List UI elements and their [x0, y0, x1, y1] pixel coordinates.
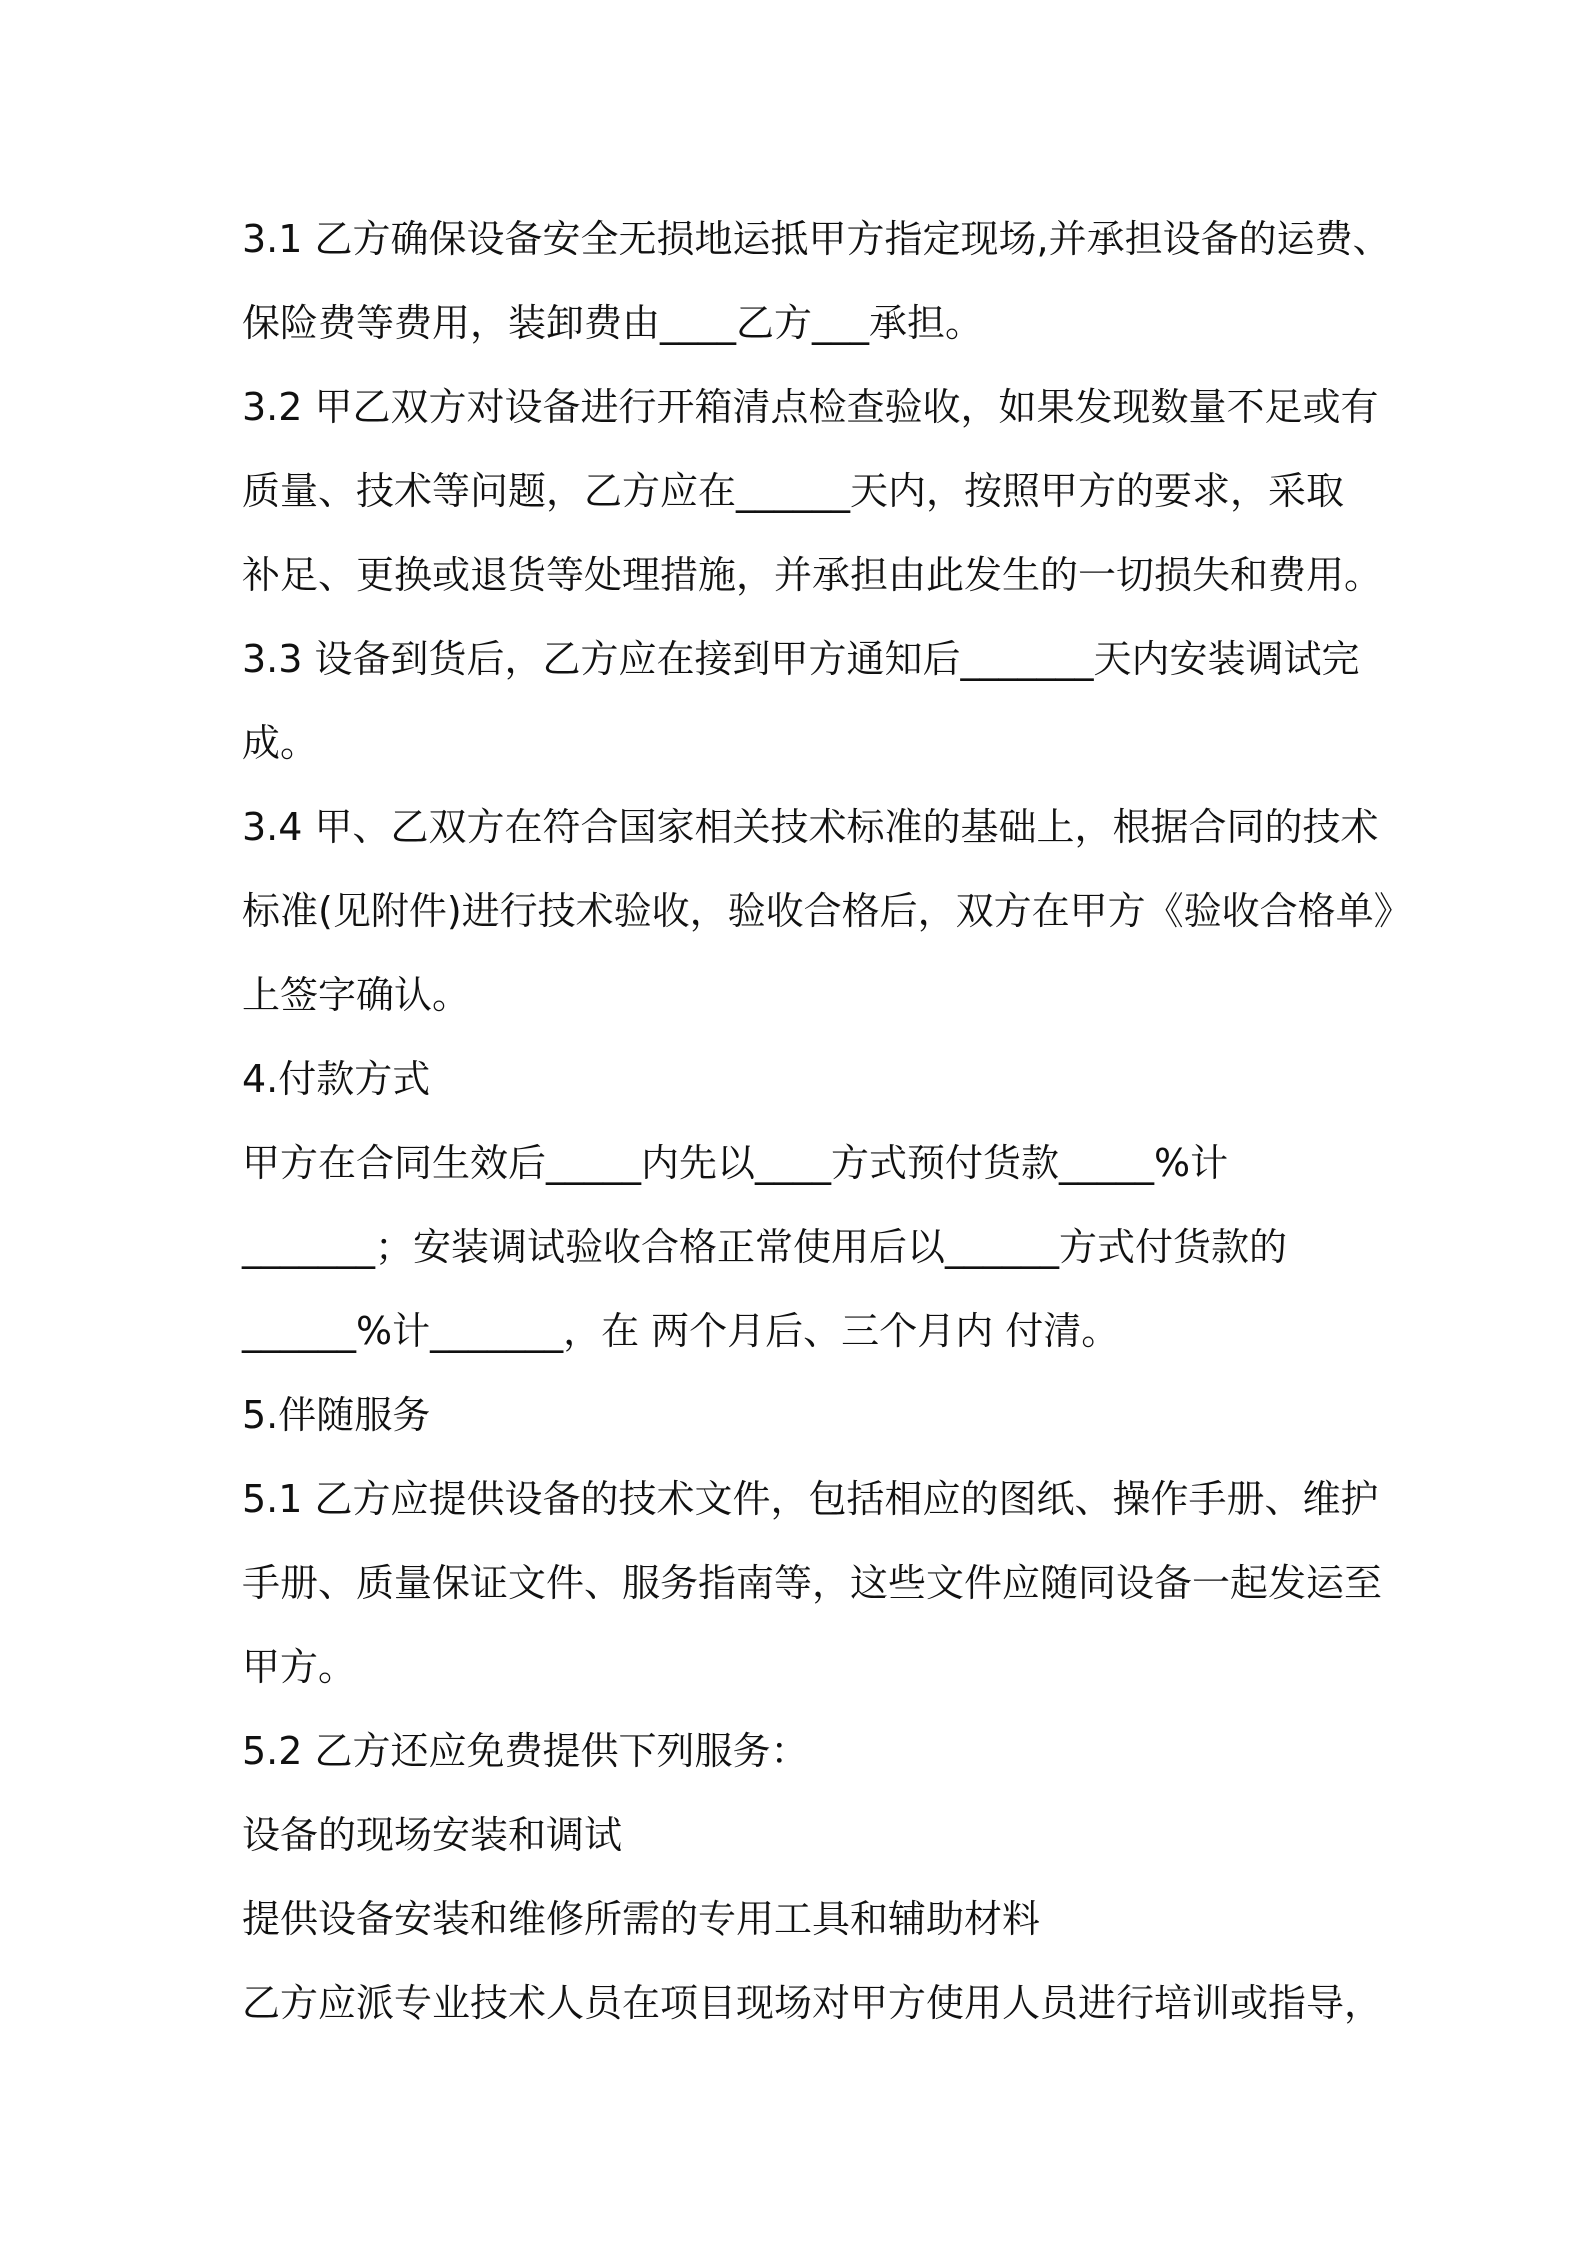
text-line: ______%计_______，在 两个月后、三个月内 付清。 [242, 1309, 1120, 1353]
text-line: 3.1 乙方确保设备安全无损地运抵甲方指定现场,并承担设备的运费、 [242, 217, 1391, 261]
text-line: 上签字确认。 [242, 973, 471, 1017]
text-line: 手册、质量保证文件、服务指南等，这些文件应随同设备一起发运至 [242, 1561, 1383, 1605]
text-line: 质量、技术等问题，乙方应在______天内，按照甲方的要求，采取 [242, 469, 1345, 513]
text-line: 标准(见附件)进行技术验收，验收合格后，双方在甲方《验收合格单》 [242, 889, 1412, 933]
text-line: 3.4 甲、乙双方在符合国家相关技术标准的基础上，根据合同的技术 [242, 805, 1379, 849]
section-heading: 4.付款方式 [242, 1057, 431, 1101]
text-line: 保险费等费用，装卸费由____乙方___承担。 [242, 301, 984, 345]
text-line: 提供设备安装和维修所需的专用工具和辅助材料 [242, 1897, 1041, 1941]
text-line: _______；安装调试验收合格正常使用后以______方式付货款的 [242, 1225, 1288, 1269]
text-line: 乙方应派专业技术人员在项目现场对甲方使用人员进行培训或指导， [242, 1981, 1383, 2025]
text-line: 设备的现场安装和调试 [242, 1813, 623, 1857]
text-line: 补足、更换或退货等处理措施，并承担由此发生的一切损失和费用。 [242, 553, 1383, 597]
text-line: 5.1 乙方应提供设备的技术文件，包括相应的图纸、操作手册、维护 [242, 1477, 1379, 1521]
section-heading: 5.伴随服务 [242, 1393, 431, 1437]
text-line: 3.3 设备到货后，乙方应在接到甲方通知后_______天内安装调试完 [242, 637, 1360, 681]
text-line: 5.2 乙方还应免费提供下列服务： [242, 1729, 809, 1773]
text-line: 3.2 甲乙双方对设备进行开箱清点检查验收，如果发现数量不足或有 [242, 385, 1379, 429]
text-line: 成。 [242, 721, 319, 765]
document-body [242, 197, 1412, 2045]
text-line: 甲方。 [242, 1645, 357, 1689]
text-line: 甲方在合同生效后_____内先以____方式预付货款_____%计 [242, 1141, 1229, 1185]
